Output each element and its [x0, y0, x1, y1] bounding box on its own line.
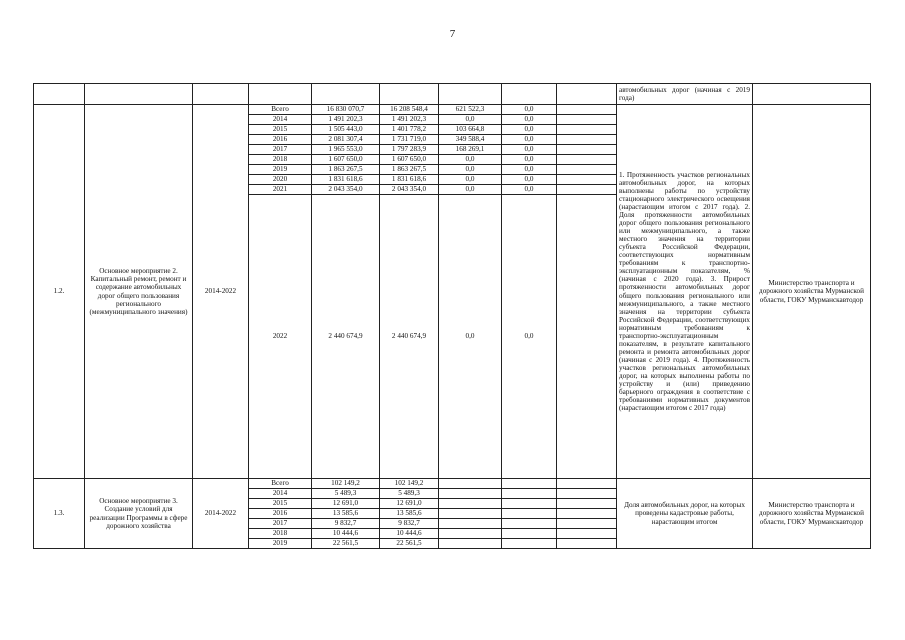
regional-cell: 1 831 618,6: [380, 175, 439, 185]
row-code: 1.3.: [34, 479, 85, 549]
regional-cell: 5 489,3: [380, 489, 439, 499]
regional-cell: 10 444,6: [380, 529, 439, 539]
regional-cell: 9 832,7: [380, 519, 439, 529]
regional-cell: 1 797 283,9: [380, 145, 439, 155]
total-cell: 1 863 267,5: [312, 165, 380, 175]
regional-cell: 16 208 548,4: [380, 105, 439, 115]
year-cell: 2019: [249, 539, 312, 549]
regional-cell: 102 149,2: [380, 479, 439, 489]
other-cell: 0,0: [502, 135, 557, 145]
page-number: 7: [449, 28, 456, 40]
year-cell: Всего: [249, 479, 312, 489]
other-cell: 0,0: [502, 105, 557, 115]
continuation-row: [34, 84, 871, 105]
year-cell: 2017: [249, 519, 312, 529]
total-cell: 1 831 618,6: [312, 175, 380, 185]
total-cell: 16 830 070,7: [312, 105, 380, 115]
total-cell: 13 585,6: [312, 509, 380, 519]
table-row: [34, 105, 871, 115]
regional-cell: 12 691,0: [380, 499, 439, 509]
year-cell: 2014: [249, 115, 312, 125]
table-row: [34, 479, 871, 489]
other-cell: 0,0: [502, 195, 557, 479]
year-cell: 2014: [249, 489, 312, 499]
regional-cell: 1 491 202,3: [380, 115, 439, 125]
year-cell: 2018: [249, 155, 312, 165]
responsible-executor: Министерство транспорта и дорожного хозяйства Мурманской области, ГОКУ Мурманскавтодор: [753, 479, 871, 549]
year-cell: 2018: [249, 529, 312, 539]
total-cell: 102 149,2: [312, 479, 380, 489]
federal-cell: 0,0: [439, 185, 502, 195]
regional-cell: 1 863 267,5: [380, 165, 439, 175]
total-cell: 22 561,5: [312, 539, 380, 549]
other-cell: 0,0: [502, 175, 557, 185]
total-cell: 1 965 553,0: [312, 145, 380, 155]
total-cell: 1 607 650,0: [312, 155, 380, 165]
regional-cell: 1 401 778,2: [380, 125, 439, 135]
total-cell: 12 691,0: [312, 499, 380, 509]
other-cell: 0,0: [502, 165, 557, 175]
activity-period: 2014-2022: [193, 105, 249, 479]
total-cell: 2 043 354,0: [312, 185, 380, 195]
federal-cell: 0,0: [439, 155, 502, 165]
total-cell: 10 444,6: [312, 529, 380, 539]
federal-cell: 0,0: [439, 115, 502, 125]
total-cell: 1 505 443,0: [312, 125, 380, 135]
activity-name: Основное мероприятие 2. Капитальный ремонт, ремонт и содержание автомобильных дорог общего пользования регионального (межмуниципального значения): [85, 105, 193, 479]
regional-cell: 13 585,6: [380, 509, 439, 519]
total-cell: 9 832,7: [312, 519, 380, 529]
responsible-executor: Министерство транспорта и дорожного хозяйства Мурманской области, ГОКУ Мурманскавтодор: [753, 105, 871, 479]
regional-cell: 1 607 650,0: [380, 155, 439, 165]
year-cell: 2017: [249, 145, 312, 155]
regional-cell: 22 561,5: [380, 539, 439, 549]
year-cell: 2016: [249, 509, 312, 519]
total-cell: 1 491 202,3: [312, 115, 380, 125]
other-cell: 0,0: [502, 115, 557, 125]
year-cell: 2019: [249, 165, 312, 175]
total-cell: 2 440 674,9: [312, 195, 380, 479]
activity-period: 2014-2022: [193, 479, 249, 549]
indicators-text: 1. Протяженность участков региональных автомобильных дорог, на которых выполнены работы по устройству стационарного электрического освещения (нарастающим итогом с 2017 года). 2. Доля протяженности автомобильных дорог общего пользования регионального или межмуниципального, а также местного значения на территории субъекта Российской Федерации, соответствующих нормативным требованиям к транспортно-эксплуатационным показателям, % (начиная с 2020 года). 3. Прирост протяженности автомобильных дорог общего пользования регионального или межмуниципального, а также местного значения на территории субъекта Российской Федерации, соответствующих нормативным требованиям к транспортно-эксплуатационным показателям, в результате капитального ремонта и ремонта автомобильных дорог (начиная с 2019 года). 4. Протяженность участков региональных автомобильных дорог, на которых выполнены работы по устройству и (или) приведению барьерного ограждения в соответствие с требованиями нормативных документов (нарастающим итогом с 2017 года): [617, 105, 753, 479]
regional-cell: 2 440 674,9: [380, 195, 439, 479]
federal-cell: 103 664,8: [439, 125, 502, 135]
other-cell: 0,0: [502, 155, 557, 165]
other-cell: 0,0: [502, 125, 557, 135]
other-cell: 0,0: [502, 145, 557, 155]
continued-indicator-text: автомобильных дорог (начиная с 2019 года): [617, 84, 753, 105]
federal-cell: 0,0: [439, 195, 502, 479]
federal-cell: 0,0: [439, 175, 502, 185]
federal-cell: 168 269,1: [439, 145, 502, 155]
year-cell: 2015: [249, 125, 312, 135]
year-cell: 2021: [249, 185, 312, 195]
total-cell: 2 081 307,4: [312, 135, 380, 145]
year-cell: 2020: [249, 175, 312, 185]
program-activities-table: [33, 83, 871, 549]
other-cell: 0,0: [502, 185, 557, 195]
regional-cell: 1 731 719,0: [380, 135, 439, 145]
federal-cell: 621 522,3: [439, 105, 502, 115]
year-cell: Всего: [249, 105, 312, 115]
row-code: 1.2.: [34, 105, 85, 479]
indicator-text: Доля автомобильных дорог, на которых проведены кадастровые работы, нарастающим итогом: [617, 479, 753, 549]
year-cell: 2015: [249, 499, 312, 509]
year-cell: 2016: [249, 135, 312, 145]
federal-cell: 0,0: [439, 165, 502, 175]
activity-name: Основное мероприятие 3. Создание условий для реализации Программы в сфере дорожного хозяйства: [85, 479, 193, 549]
total-cell: 5 489,3: [312, 489, 380, 499]
federal-cell: 349 588,4: [439, 135, 502, 145]
year-cell: 2022: [249, 195, 312, 479]
regional-cell: 2 043 354,0: [380, 185, 439, 195]
